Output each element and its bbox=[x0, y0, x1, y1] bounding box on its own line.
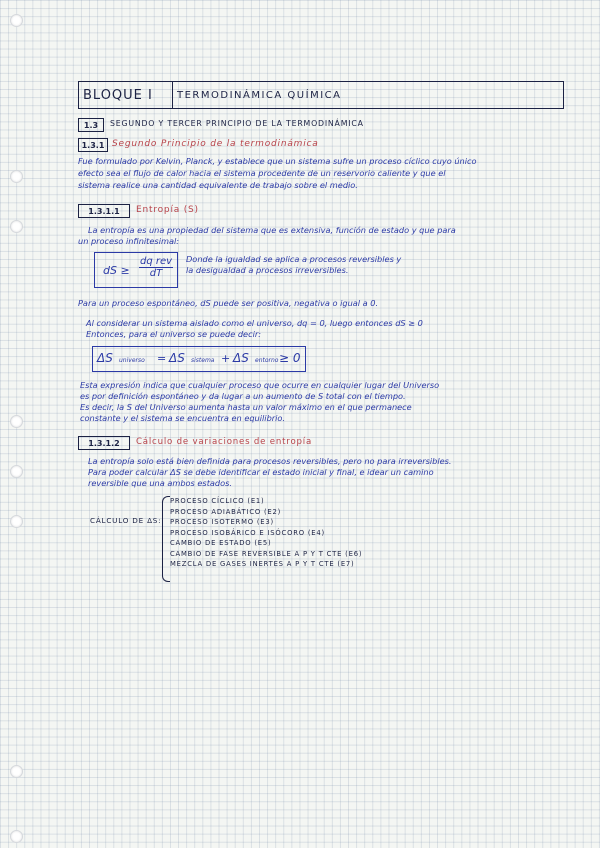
subsection-title: Segundo Principio de la termodinámica bbox=[112, 139, 319, 149]
block-label: BLOQUE I bbox=[79, 82, 173, 108]
binder-hole bbox=[10, 830, 23, 843]
paragraph-line: Fue formulado por Kelvin, Planck, y establece que un sistema sufre un proceso cíclico cuyo único bbox=[78, 156, 477, 166]
list-item: PROCESO ADIABÁTICO (E2) bbox=[170, 507, 282, 516]
delta-s: ΔS bbox=[233, 351, 249, 365]
greater-equal-zero: ≥ 0 bbox=[279, 351, 301, 365]
subsection-number: 1.3.1 bbox=[78, 138, 108, 152]
formula-numerator: dq rev bbox=[139, 256, 173, 267]
paragraph-line: reversible que una ambos estados. bbox=[88, 478, 233, 488]
binder-hole bbox=[10, 170, 23, 183]
subsection-number: 1.3.1.2 bbox=[78, 436, 130, 450]
plus-sign: + bbox=[221, 352, 231, 365]
list-brace bbox=[162, 496, 170, 582]
paragraph-line: Es decir, la S del Universo aumenta hasta un valor máximo en el que permanece bbox=[80, 402, 412, 412]
section-number: 1.3 bbox=[78, 118, 104, 132]
subscript: universo bbox=[119, 357, 145, 364]
entropy-inequality-box bbox=[94, 252, 178, 288]
paragraph-line: Entonces, para el universo se puede decir: bbox=[86, 329, 261, 339]
subsection-number: 1.3.1.1 bbox=[78, 204, 130, 218]
paragraph-line: la desigualdad a procesos irreversibles. bbox=[186, 265, 349, 275]
binder-hole bbox=[10, 14, 23, 27]
block-title: TERMODINÁMICA QUÍMICA bbox=[177, 89, 342, 101]
list-item: PROCESO CÍCLICO (E1) bbox=[170, 497, 265, 505]
binder-hole bbox=[10, 515, 23, 528]
page-header bbox=[78, 81, 564, 109]
paragraph-line: Al considerar un sistema aislado como el universo, dq = 0, luego entonces dS ≥ 0 bbox=[86, 318, 423, 328]
paragraph-line: La entropía es una propiedad del sistema que es extensiva, función de estado y que para bbox=[88, 225, 456, 235]
list-item: CAMBIO DE FASE REVERSIBLE A P Y T CTE (E6) bbox=[170, 549, 363, 558]
paragraph-line: es por definición espontáneo y da lugar a un aumento de S total con el tiempo. bbox=[80, 391, 406, 401]
subsection-title: Entropía (S) bbox=[136, 205, 199, 215]
paragraph-line: Para un proceso espontáneo, dS puede ser positiva, negativa o igual a 0. bbox=[78, 298, 379, 308]
calc-label: CÁLCULO DE ΔS: bbox=[90, 516, 162, 525]
paragraph-line: La entropía solo está bien definida para procesos reversibles, pero no para irreversibles. bbox=[88, 456, 452, 466]
subscript: sistema bbox=[191, 357, 215, 364]
formula-fraction bbox=[139, 256, 173, 279]
universe-entropy-box bbox=[92, 346, 306, 372]
delta-s: ΔS bbox=[97, 351, 113, 365]
list-item: CAMBIO DE ESTADO (E5) bbox=[170, 539, 272, 547]
paragraph-line: Esta expresión indica que cualquier proceso que ocurre en cualquier lugar del Universo bbox=[80, 380, 440, 390]
paragraph-line: sistema realice una cantidad equivalente de trabajo sobre el medio. bbox=[78, 180, 358, 190]
paragraph-line: constante y el sistema se encuentra en equilibrio. bbox=[80, 413, 286, 423]
section-title: SEGUNDO Y TERCER PRINCIPIO DE LA TERMODINÁMICA bbox=[110, 119, 364, 128]
subsection-title: Cálculo de variaciones de entropía bbox=[136, 437, 313, 447]
binder-hole bbox=[10, 415, 23, 428]
calc-method-list bbox=[170, 496, 362, 570]
binder-hole bbox=[10, 465, 23, 478]
subscript: entorno bbox=[255, 357, 279, 364]
list-item: PROCESO ISOBÁRICO E ISÓCORO (E4) bbox=[170, 528, 325, 537]
binder-hole bbox=[10, 765, 23, 778]
paragraph-line: efecto sea el flujo de calor hacia el sistema procedente de un reservorio caliente y que el bbox=[78, 168, 446, 178]
binder-holes bbox=[10, 0, 22, 848]
list-item: PROCESO ISOTERMO (E3) bbox=[170, 518, 274, 526]
formula-denominator: dT bbox=[149, 268, 163, 279]
formula-lhs: dS ≥ bbox=[103, 264, 130, 277]
equals-sign: = bbox=[157, 352, 167, 365]
paragraph-line: Donde la igualdad se aplica a procesos reversibles y bbox=[186, 254, 402, 264]
paragraph-line: un proceso infinitesimal: bbox=[78, 236, 180, 246]
list-item: MEZCLA DE GASES INERTES A P Y T CTE (E7) bbox=[170, 560, 355, 568]
paragraph-line: Para poder calcular ΔS se debe identificar el estado inicial y final, e idear un camino bbox=[88, 467, 434, 477]
delta-s: ΔS bbox=[169, 351, 185, 365]
binder-hole bbox=[10, 220, 23, 233]
